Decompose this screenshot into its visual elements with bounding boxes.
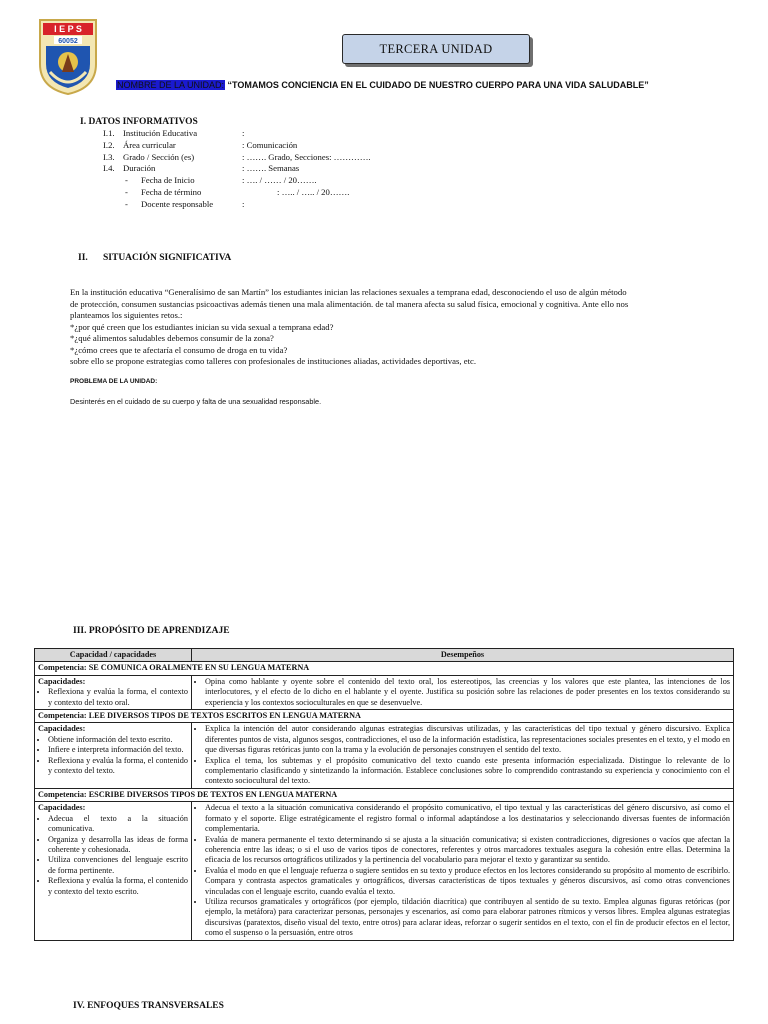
- desempeno-item: • Adecua el texto a la situación comunicativa considerando el propósito comunicativo, el tipo textual y las características del género discursivo, así como el formato y el soporte. Elige estratégicamente el registro formal o informal adaptándose a los destinatarios y seleccionando diversas fuentes de información complementaria.: [205, 803, 730, 834]
- problema-label: PROBLEMA DE LA UNIDAD:: [70, 378, 158, 385]
- desempeno-item: • Utiliza recursos gramaticales y ortográficos (por ejemplo, tildación diacrítica) que contribuyen al sentido de su texto. Emplea algunas figuras retóricas (por ejemplo, la metáfora) para caracterizar personas, personajes y escenarios, así como para elaborar patrones rítmicos y versos libres. Emplea algunas estrategias discursivas (paratextos, diseño visual del texto, entre otros) para aclarar ideas, reforzar o sugerir sentidos en el texto, con el fin de producir efectos en el lector, como el suspenso o la persuasión, entre otros: [205, 897, 730, 939]
- capacidad-item: • Reflexiona y evalúa la forma, el contenido y contexto del texto.: [48, 756, 188, 777]
- enfoques-heading: IV. ENFOQUES TRANSVERSALES: [73, 1001, 224, 1011]
- situacion-line: de protección, consumen sustancias psicoactivas además tienen una mala alimentación. de tal manera afecta su salud física, emocional y cognitiva. Ante ello nos: [70, 298, 629, 309]
- desempenos-cell: [192, 802, 734, 940]
- situacion-heading: SITUACIÓN SIGNIFICATIVA: [103, 253, 232, 263]
- capacidades-label: Capacidades:: [38, 724, 86, 734]
- proposito-heading: III. PROPÓSITO DE APRENDIZAJE: [73, 626, 230, 636]
- capacidades-cell: [35, 675, 192, 709]
- desempeno-item: • Explica la intención del autor considerando algunas estrategias discursivas utilizadas, y las características del tipo textual y género discursivo. Explica diferentes puntos de vista, algunos sesgos, contradicciones, el uso de la información estadística, las representaciones sociales presentes en el texto, y el modo en que diversas figuras retóricas junto con la trama y la evolución de personajes construyen el sentido del texto.: [205, 724, 730, 755]
- unit-name-label: NOMBRE DE LA UNIDAD:: [117, 80, 225, 90]
- situacion-line: *¿cómo crees que te afectaría el consumo de droga en tu vida?: [70, 344, 288, 355]
- situacion-line: *¿por qué creen que los estudiantes inician su vida sexual a temprana edad?: [70, 321, 334, 332]
- situacion-line: sobre ello se propone estrategias como talleres con profesionales de instituciones aliadas, actividades deportivas, etc.: [70, 356, 477, 366]
- capacidad-item: • Obtiene información del texto escrito.: [48, 735, 188, 745]
- unit-title: TERCERA UNIDAD: [379, 41, 493, 56]
- proposito-table: [34, 648, 734, 941]
- crest-badge-text: I E P S: [54, 24, 82, 34]
- competencia-title: Competencia: LEE DIVERSOS TIPOS DE TEXTOS ESCRITOS EN LENGUA MATERNA: [35, 710, 734, 723]
- desempeno-item: • Evalúa de manera permanente el texto determinando si se ajusta a la situación comunicativa; si existen contradicciones, digresiones o vacíos que afectan la coherencia entre las ideas; o si el uso de varios tipos de conectores, referentes y otros marcadores textuales asegura la cohesión entre ellas. Determina la eficacia de los recursos ortográficos utilizados y la pertinencia del vocabulario para mejorar el texto y garantizar su sentido.: [205, 835, 730, 866]
- competencia-row: [35, 710, 734, 723]
- desempenos-cell: [192, 675, 734, 709]
- table-row: [35, 723, 734, 788]
- unit-title-box: [342, 34, 530, 64]
- col-header-desempenos: Desempeños: [192, 649, 734, 662]
- desempeno-item: • Explica el tema, los subtemas y el propósito comunicativo del texto cuando este presenta información especializada. Distingue lo relevante de lo complementario clasificando y sintetizando la información. Establece conclusiones sobre lo comprendido contrastando su experiencia y conocimiento con el contexto sociocultural del texto.: [205, 756, 730, 787]
- competencia-row: [35, 662, 734, 675]
- situacion-text: [70, 287, 710, 368]
- capacidades-label: Capacidades:: [38, 803, 86, 813]
- desempeno-item: • Evalúa el modo en que el lenguaje refuerza o sugiere sentidos en su texto y produce efectos en los lectores considerando su propósito al momento de escribirlo. Compara y contrasta aspectos gramaticales y ortográficos, diversas características de tipos textuales y géneros discursivos, así como otras convenciones vinculadas con el lenguaje escrito, cuando evalúa el texto.: [205, 866, 730, 897]
- capacidad-item: • Reflexiona y evalúa la forma, el contexto y contexto del texto oral.: [48, 687, 188, 708]
- col-header-capacidades: Capacidad / capacidades: [35, 649, 192, 662]
- capacidades-label: Capacidades:: [38, 676, 86, 686]
- table-row: [35, 675, 734, 709]
- crest-school-code: 60052: [58, 38, 78, 45]
- situacion-line: planteamos los siguientes retos.:: [70, 310, 183, 320]
- desempenos-cell: [192, 723, 734, 788]
- situacion-heading-num: II.: [78, 253, 88, 263]
- school-crest-logo: [38, 18, 98, 96]
- competencia-title: Competencia: ESCRIBE DIVERSOS TIPOS DE TEXTOS EN LENGUA MATERNA: [35, 788, 734, 801]
- capacidad-item: • Organiza y desarrolla las ideas de forma coherente y cohesionada.: [48, 835, 188, 856]
- situacion-line: En la institución educativa “Generalísimo de san Martín” los estudiantes inician las relaciones sexuales a temprana edad, desconociendo el uso de algún método: [70, 287, 627, 297]
- situacion-line: *¿qué alimentos saludables debemos consumir de la zona?: [70, 333, 274, 343]
- capacidades-cell: [35, 802, 192, 940]
- capacidad-item: • Adecua el texto a la situación comunicativa.: [48, 814, 188, 835]
- table-header-row: [35, 649, 734, 662]
- desempeno-item: • Opina como hablante y oyente sobre el contenido del texto oral, los estereotipos, las creencias y los valores que este plantea, las intenciones de los interlocutores, y el efecto de lo dicho en el hablante y el oyente. Justifica su posición sobre las relaciones de poder presentes en los textos considerando su experiencia y los contextos socioculturales en que se desenvuelve.: [205, 677, 730, 708]
- datos-heading: I. DATOS INFORMATIVOS: [80, 117, 198, 127]
- capacidad-item: • Reflexiona y evalúa la forma, el contenido y contexto del texto escrito.: [48, 876, 188, 897]
- table-row: [35, 802, 734, 940]
- problema-text: Desinterés en el cuidado de su cuerpo y falta de una sexualidad responsable.: [70, 397, 322, 406]
- capacidad-item: • Infiere e interpreta información del texto.: [48, 745, 188, 755]
- unit-name-line: [116, 80, 649, 90]
- unit-name: “TOMAMOS CONCIENCIA EN EL CUIDADO DE NUESTRO CUERPO PARA UNA VIDA SALUDABLE”: [227, 80, 649, 90]
- capacidad-item: • Utiliza convenciones del lenguaje escrito de forma pertinente.: [48, 855, 188, 876]
- competencia-row: [35, 788, 734, 801]
- capacidades-cell: [35, 723, 192, 788]
- competencia-title: Competencia: SE COMUNICA ORALMENTE EN SU LENGUA MATERNA: [35, 662, 734, 675]
